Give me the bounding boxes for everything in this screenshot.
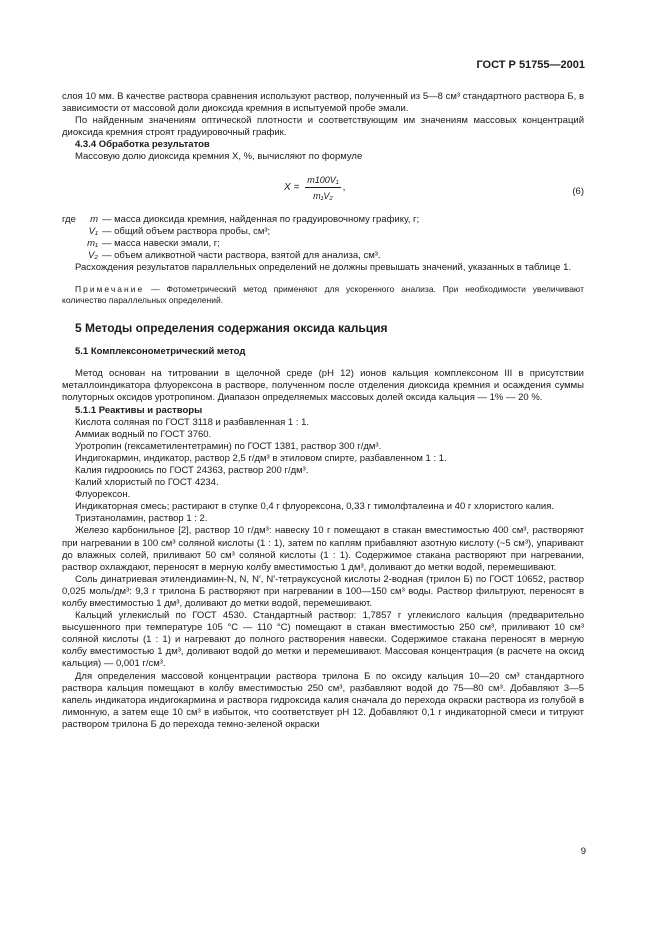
- page-content: [62, 91, 584, 731]
- paragraph: По найденным значениям оптической плотности и соответствующим им значениям массовых концентраций диоксида кремния строят градуировочный график.: [62, 115, 584, 139]
- note-label: Примечание: [75, 284, 145, 295]
- reagent-item: Флуорексон.: [75, 489, 131, 501]
- formula-intro: Массовую долю диоксида кремния X, %, вычисляют по формуле: [75, 151, 363, 163]
- definition-symbol: m₁: [87, 237, 98, 249]
- definition-symbol: V₂: [88, 249, 98, 261]
- formula-comma: ,: [342, 181, 346, 193]
- where-label: где: [62, 213, 76, 225]
- note-text: — Фотометрический метод применяют для ускоренного анализа. При необходимости увеличивают количество параллельных определений.: [62, 284, 584, 306]
- formula-denominator: m₁V₂: [313, 190, 333, 201]
- definition-symbol: m: [90, 213, 98, 225]
- definition-text: — масса навески эмали, г;: [102, 237, 220, 249]
- reagent-item: Для определения массовой концентрации раствора трилона Б по оксиду кальция 10—20 см³ стандартного раствора кальция помещают в колбу вместимостью 250 см³, разбавляют водой до 75—80 см³. Добавляют 3—5 капель индикатора индигокармина и раствора гидроксида калия сначала до перехода окраски раствора из голубой в лимонную, а затем еще 10 см³ в избыток, что соответствует рН 12. Добавляют 0,1 г индикаторной смеси и титруют раствором трилона Б до перехода темно-зеленой окраски: [62, 670, 584, 730]
- paragraph: Расхождения результатов параллельных определений не должны превышать значений, указанных в таблице 1.: [75, 261, 572, 273]
- note: [62, 284, 584, 306]
- reagent-item: Кальций углекислый по ГОСТ 4530. Стандартный раствор: 1,7857 г углекислого кальция (предварительно высушенного при температуре 105 °С — 110 °С) помещают в стакан вместимостью 250 см³, приливают 10 см³ соляной кислоты (1 : 1) и нагревают до полного растворения навески. Содержимое стакана переносят в мерную колбу вместимостью 1 дм³, доливают водой до метки и перемешивают. Массовая концентрация (в расчете на оксид кальция) — 0,001 г/см³.: [62, 610, 584, 670]
- definition-text: — общий объем раствора пробы, см³;: [102, 225, 271, 237]
- definition-symbol: V₁: [88, 225, 98, 237]
- definition-text: — масса диоксида кремния, найденная по градуировочному графику, г;: [102, 213, 420, 225]
- reagent-item: Индикаторная смесь; растирают в ступке 0,4 г флуорексона, 0,33 г тимолфталеина и 40 г хлористого калия.: [75, 501, 554, 513]
- reagent-item: Кислота соляная по ГОСТ 3118 и разбавленная 1 : 1.: [75, 416, 310, 428]
- reagent-item: Индигокармин, индикатор, раствор 2,5 г/дм³ в этиловом спирте, разбавленном 1 : 1.: [75, 452, 447, 464]
- formula-number: (6): [572, 185, 584, 197]
- formula-6: [62, 168, 584, 214]
- page-number: 9: [580, 846, 586, 857]
- definition-row: [62, 214, 584, 226]
- document-header-id: ГОСТ Р 51755—2001: [476, 59, 585, 71]
- section-heading-4-3-4: 4.3.4 Обработка результатов: [75, 139, 210, 151]
- reagent-item: Калия гидроокись по ГОСТ 24363, раствор 200 г/дм³.: [75, 464, 309, 476]
- formula-lhs: X =: [284, 181, 300, 193]
- section-heading-5-1-1: 5.1.1 Реактивы и растворы: [75, 404, 203, 416]
- reagent-item: Аммиак водный по ГОСТ 3760.: [75, 428, 212, 440]
- definition-text: — объем аликвотной части раствора, взятой для анализа, см³.: [102, 249, 381, 261]
- paragraph: слоя 10 мм. В качестве раствора сравнения используют раствор, полученный из 5—8 см³ стандартного раствора Б, в зависимости от массовой доли диоксида кремния в испытуемой пробе эмали.: [62, 91, 584, 115]
- reagent-item: Железо карбонильное [2], раствор 10 г/дм³: навеску 10 г помещают в стакан вместимостью 400 см³, растворяют при нагревании в 100 см³ соляной кислоты (1 : 1), затем по каплям прибавляют азотную кислоту (~5 см³), упаривают до влажных солей, приливают 50 см³ соляной кислоты (1 : 1). Содержимое стакана растворяют при нагревании, раствор охлаждают, переносят в мерную колбу вместимостью 1 дм³, доливают до метки водой, перемешивают.: [62, 525, 584, 573]
- definition-row: [62, 238, 584, 250]
- reagent-item: Уротропин (гексаметилентетрамин) по ГОСТ 1381, раствор 300 г/дм³.: [75, 440, 382, 452]
- reagent-item: Соль динатриевая этилендиамин-N, N, N′, N′-тетрауксусной кислоты 2-водная (трилон Б) по ГОСТ 10652, раствор 0,025 моль/дм³: 9,3 г трилона Б растворяют при нагревании в 100—150 см³ воды. Раствор фильтруют, переносят в колбу вместимостью 1 дм³, доливают до метки водой, перемешивают.: [62, 573, 584, 609]
- formula-definitions: [62, 214, 584, 262]
- reagent-item: Триэтаноламин, раствор 1 : 2.: [75, 513, 208, 525]
- section-heading-5-1: 5.1 Комплексонометрический метод: [75, 346, 246, 358]
- formula-fraction: [305, 174, 340, 202]
- formula-body: [284, 174, 345, 202]
- section-heading-5: 5 Методы определения содержания оксида кальция: [75, 321, 388, 336]
- definition-row: [62, 226, 584, 238]
- reagent-item: Калий хлористый по ГОСТ 4234.: [75, 477, 219, 489]
- definition-row: [62, 250, 584, 262]
- paragraph: Метод основан на титровании в щелочной среде (рН 12) ионов кальция комплексоном III в присутствии металлоиндикатора флуорексона в растворе, полученном после отделения диоксида кремния и осаждения суммы полуторных оксидов уротропином. Диапазон определяемых массовых долей оксида кальция — 1% — 20 %.: [62, 368, 584, 404]
- formula-numerator: m100V₁: [305, 174, 340, 188]
